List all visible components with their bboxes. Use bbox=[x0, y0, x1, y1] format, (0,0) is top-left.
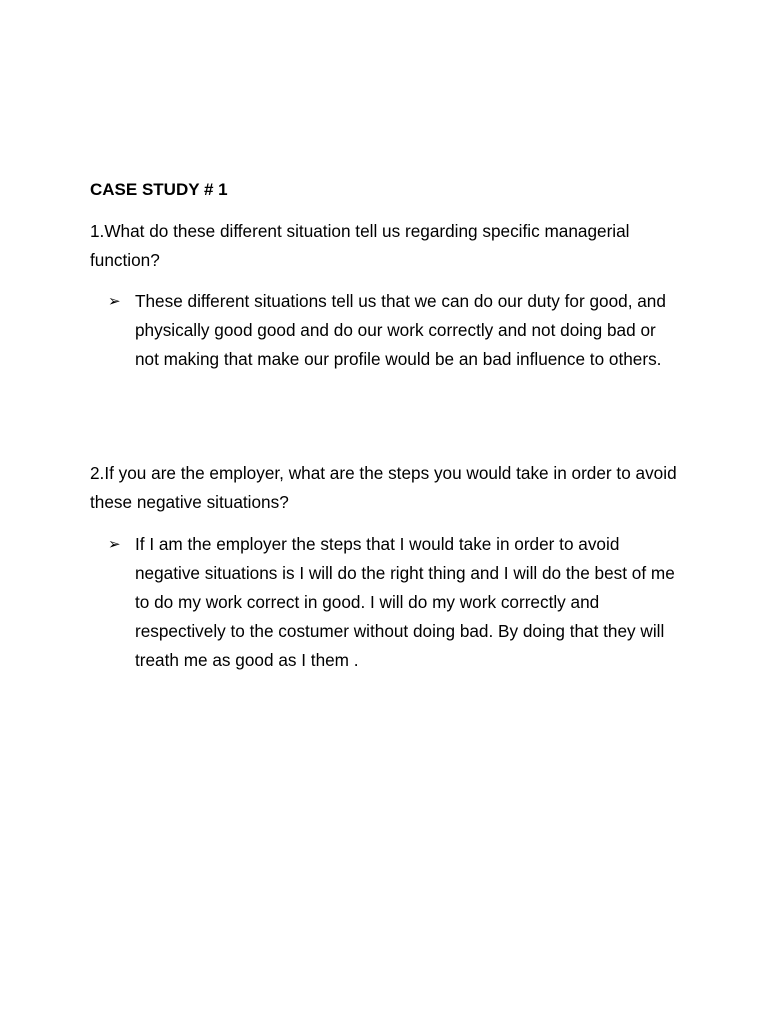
arrowhead-bullet-icon: ➢ bbox=[108, 293, 121, 310]
arrowhead-bullet-icon: ➢ bbox=[108, 536, 121, 553]
answer-1-item bbox=[108, 287, 688, 374]
answer-2-text: If I am the employer the steps that I would take in order to avoid negative situations is I will do the right thing and I will do the best of me to do my work correct in good. I will do my work correctly and respectively to the costumer without doing bad. By doing that they will treath me as good as I them . bbox=[135, 534, 675, 670]
question-2: 2.If you are the employer, what are the steps you would take in order to avoid these negative situations? bbox=[90, 463, 677, 512]
question-1: 1.What do these different situation tell us regarding specific managerial function? bbox=[90, 221, 630, 270]
answer-1-text: These different situations tell us that we can do our duty for good, and physically good good and do our work correctly and not doing bad or not making that make our profile would be an bad influence to others. bbox=[135, 291, 666, 369]
answer-2-item bbox=[108, 530, 688, 675]
document-heading: CASE STUDY # 1 bbox=[90, 180, 228, 199]
